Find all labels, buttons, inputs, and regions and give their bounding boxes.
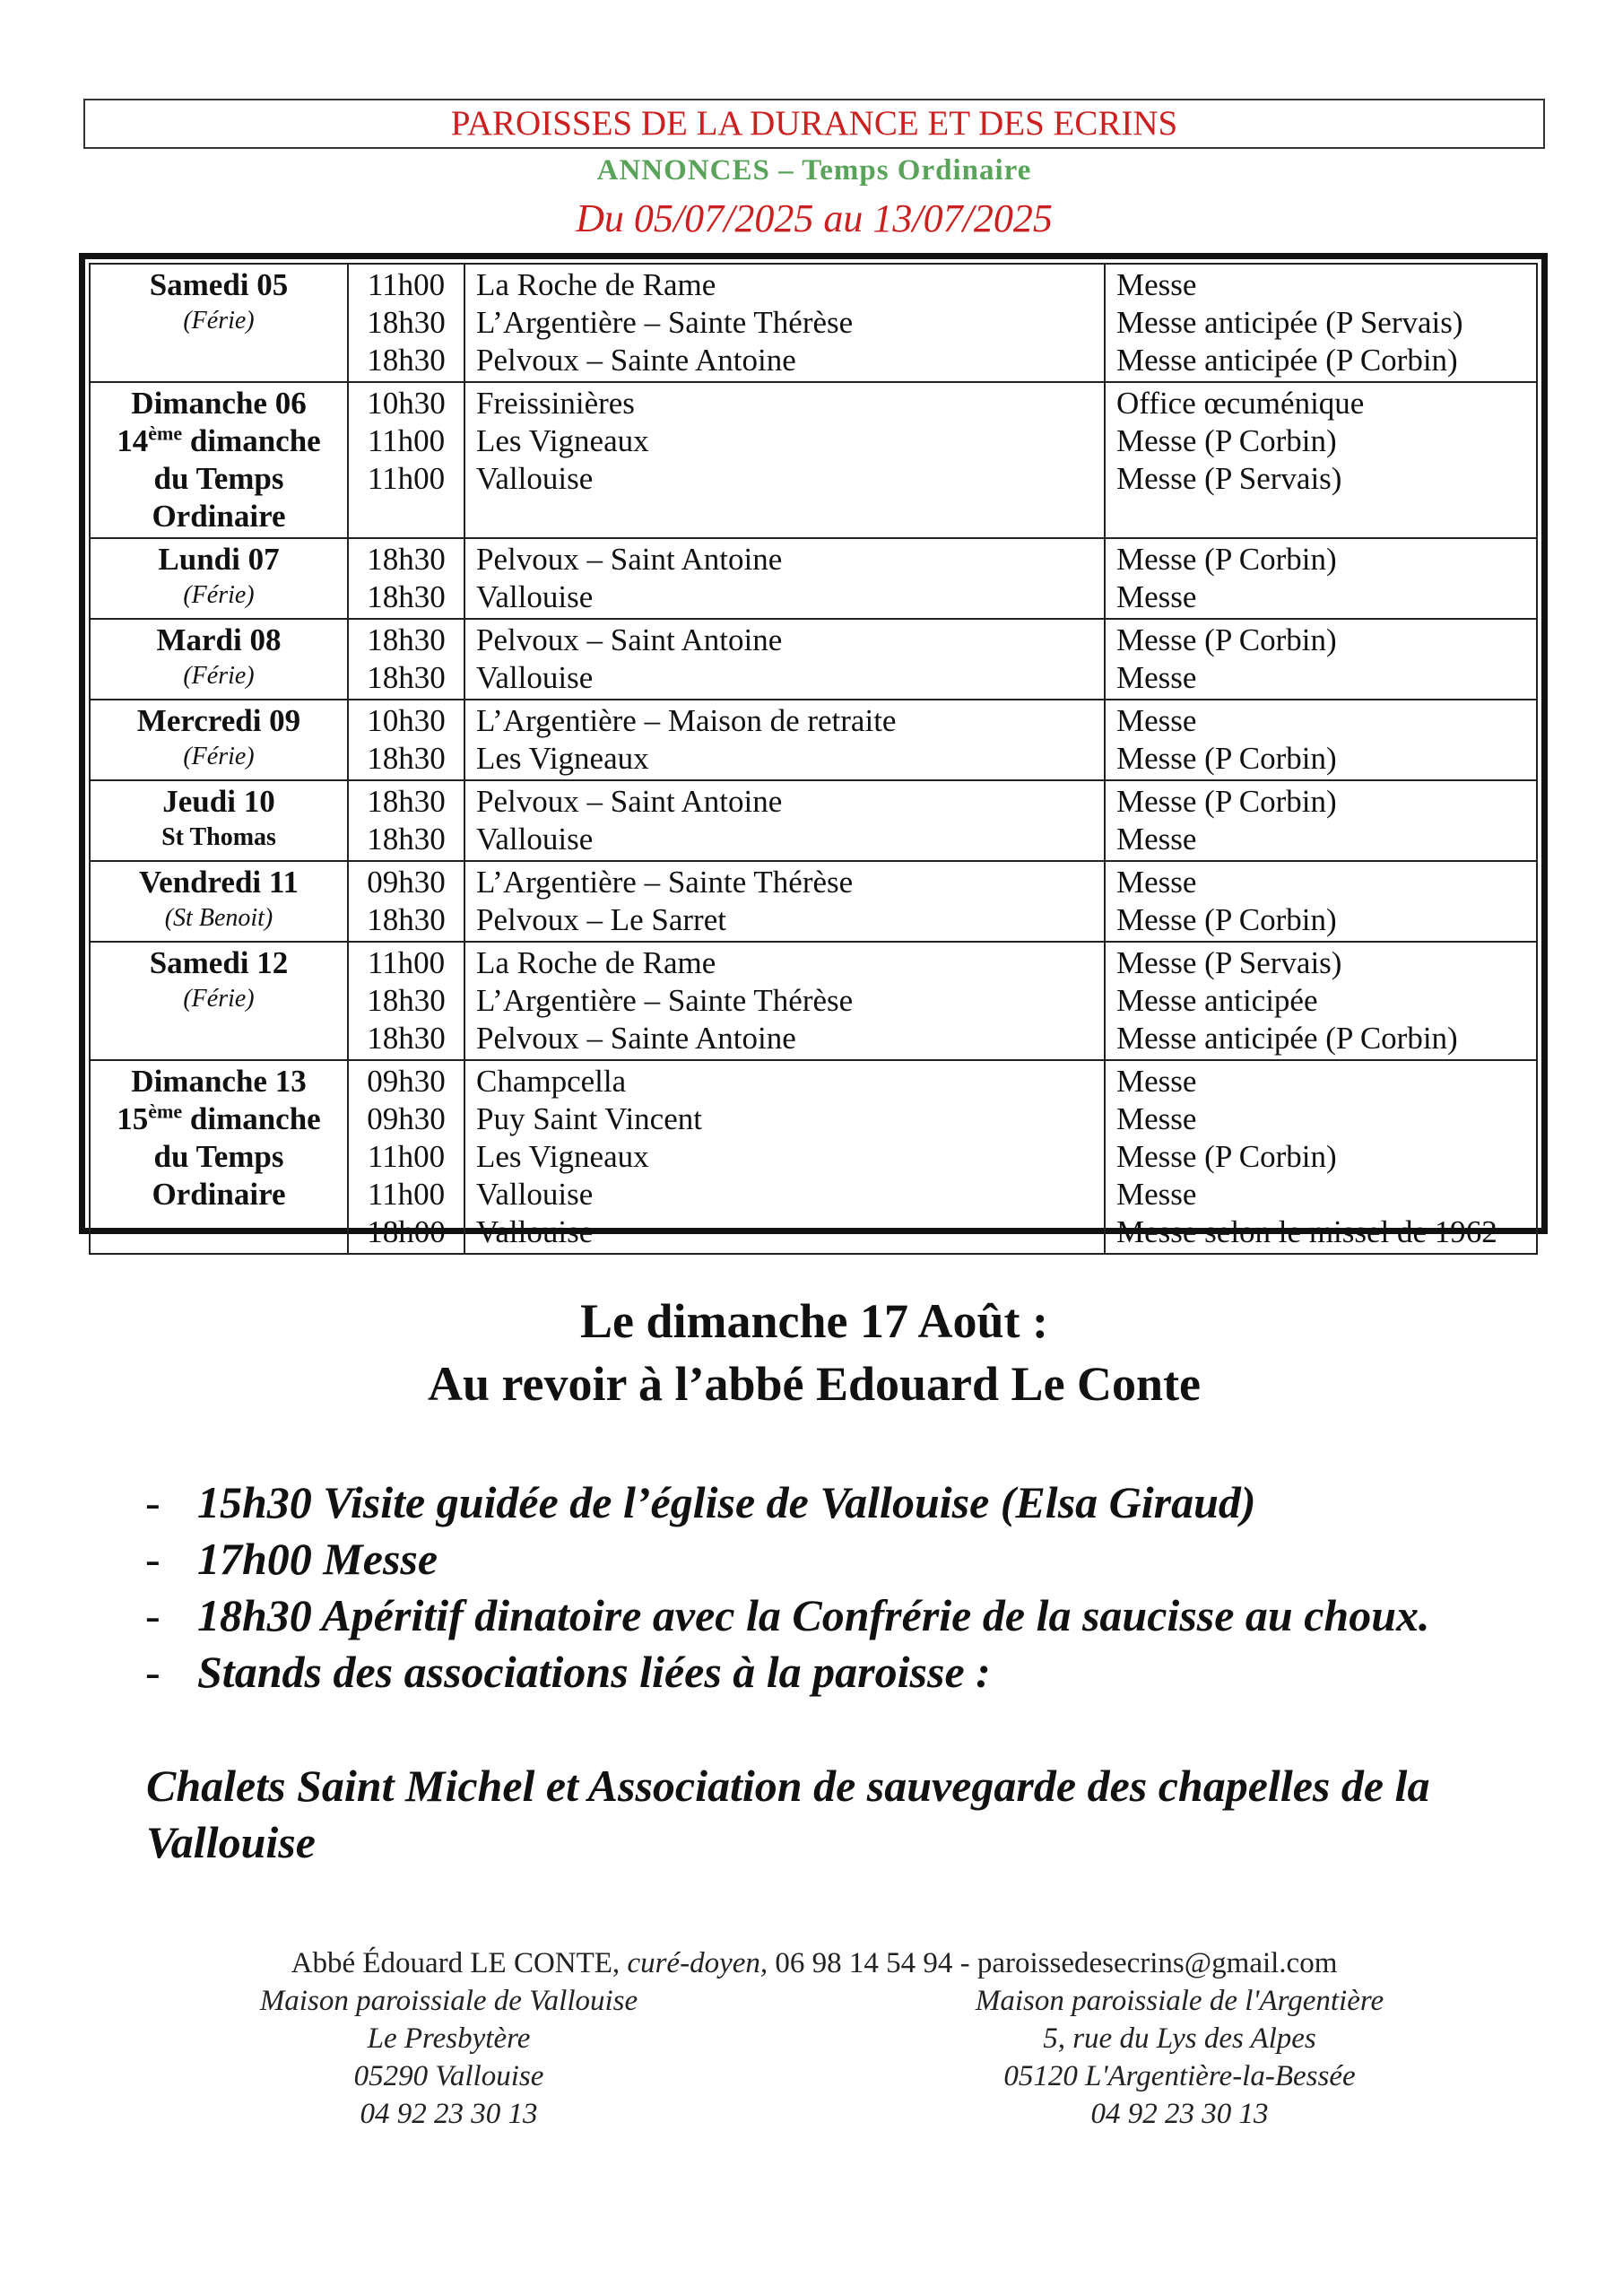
entry-place: Pelvoux – Sainte Antoine xyxy=(476,1021,796,1056)
entry-service: Messe (P Corbin) xyxy=(1116,1139,1337,1174)
entry-service: Messe xyxy=(1116,865,1197,900)
day-cell xyxy=(90,264,348,382)
place-cell xyxy=(464,1060,1105,1254)
event-note: Chalets Saint Michel et Association de sauvegarde des chapelles de la Vallouise xyxy=(146,1761,1430,1867)
table-row xyxy=(90,942,1537,1060)
service-cell xyxy=(1105,1060,1537,1254)
list-dash: - xyxy=(145,1590,161,1640)
event-heading xyxy=(83,1290,1545,1415)
entry-time: 11h00 xyxy=(367,423,446,458)
entry-place: Les Vigneaux xyxy=(476,1139,649,1174)
entry-service: Messe (P Corbin) xyxy=(1116,784,1337,819)
day-cell xyxy=(90,861,348,942)
entry-place: Pelvoux – Sainte Antoine xyxy=(476,343,796,378)
entry-service: Messe (P Corbin) xyxy=(1116,423,1337,458)
entry-service: Messe xyxy=(1116,822,1197,857)
entry-time: 18h30 xyxy=(367,784,446,819)
entry-time: 18h30 xyxy=(367,579,446,614)
entry-place: Vallouise xyxy=(476,1214,594,1249)
entry-place: L’Argentière – Sainte Thérèse xyxy=(476,305,854,340)
entry-place: Vallouise xyxy=(476,660,594,695)
service-cell xyxy=(1105,538,1537,619)
feast-word: dimanche xyxy=(182,423,321,458)
entry-place: Pelvoux – Saint Antoine xyxy=(476,784,783,819)
table-row xyxy=(90,1060,1537,1254)
day-name: Jeudi 10 xyxy=(162,784,275,819)
entry-time: 18h30 xyxy=(367,622,446,657)
day-subtitle: (St Benoit) xyxy=(164,904,273,932)
entry-service: Office œcuménique xyxy=(1116,386,1365,421)
service-cell xyxy=(1105,619,1537,700)
entry-service: Messe xyxy=(1116,1177,1197,1212)
place-cell xyxy=(464,942,1105,1060)
footer-name: Abbé Édouard LE CONTE, xyxy=(291,1947,621,1979)
day-name: Lundi 07 xyxy=(158,542,280,577)
time-cell xyxy=(348,942,464,1060)
entry-service: Messe xyxy=(1116,703,1197,738)
place-cell xyxy=(464,264,1105,382)
event-heading-line1: Le dimanche 17 Août : xyxy=(579,1294,1049,1348)
address-line: 5, rue du Lys des Alpes xyxy=(1043,2022,1316,2055)
entry-time: 10h30 xyxy=(367,386,446,421)
address-line: 04 92 23 30 13 xyxy=(1090,2098,1269,2130)
entry-time: 11h00 xyxy=(367,267,446,302)
day-name: Vendredi 11 xyxy=(139,865,299,900)
entry-time: 09h30 xyxy=(367,1101,446,1136)
day-name: Dimanche 06 xyxy=(131,386,307,421)
entry-time: 18h30 xyxy=(367,660,446,695)
list-dash: - xyxy=(145,1534,161,1584)
list-dash: - xyxy=(145,1647,161,1697)
entry-place: L’Argentière – Sainte Thérèse xyxy=(476,865,854,900)
time-cell xyxy=(348,861,464,942)
entry-service: Messe anticipée xyxy=(1116,983,1318,1018)
entry-service: Messe (P Corbin) xyxy=(1116,622,1337,657)
entry-time: 18h30 xyxy=(367,542,446,577)
place-cell xyxy=(464,700,1105,780)
day-feast-line: Ordinaire xyxy=(152,499,286,534)
place-cell xyxy=(464,382,1105,538)
entry-place: Pelvoux – Saint Antoine xyxy=(476,542,783,577)
entry-service: Messe xyxy=(1116,267,1197,302)
entry-time: 09h30 xyxy=(367,865,446,900)
entry-time: 18h30 xyxy=(367,902,446,937)
day-cell xyxy=(90,382,348,538)
entry-service: Messe (P Corbin) xyxy=(1116,902,1337,937)
entry-place: Pelvoux – Le Sarret xyxy=(476,902,726,937)
time-cell xyxy=(348,700,464,780)
place-cell xyxy=(464,619,1105,700)
footer-address-vallouise xyxy=(83,1982,814,2133)
table-row xyxy=(90,780,1537,861)
entry-service: Messe xyxy=(1116,660,1197,695)
footer-contact-line xyxy=(83,1944,1545,1982)
day-feast-line: du Temps xyxy=(153,461,284,496)
entry-time: 18h30 xyxy=(367,1021,446,1056)
place-cell xyxy=(464,538,1105,619)
day-subtitle: (Férie) xyxy=(183,581,255,609)
entry-service: Messe anticipée (P Corbin) xyxy=(1116,343,1458,378)
day-cell xyxy=(90,619,348,700)
event-item-text: 17h00 Messe xyxy=(197,1534,438,1584)
table-row xyxy=(90,382,1537,538)
page-title: PAROISSES DE LA DURANCE ET DES ECRINS xyxy=(83,99,1545,149)
time-cell xyxy=(348,382,464,538)
address-line: 04 92 23 30 13 xyxy=(360,2098,538,2130)
address-line: Maison paroissiale de l'Argentière xyxy=(975,1985,1384,2017)
entry-service: Messe xyxy=(1116,1101,1197,1136)
entry-service: Messe selon le missel de 1962 xyxy=(1116,1214,1497,1249)
time-cell xyxy=(348,264,464,382)
entry-place: L’Argentière – Maison de retraite xyxy=(476,703,897,738)
list-item xyxy=(143,1644,1542,1700)
day-subtitle: (Férie) xyxy=(183,307,255,335)
entry-place: La Roche de Rame xyxy=(476,267,716,302)
schedule-table-frame xyxy=(79,253,1548,1249)
entry-time: 11h00 xyxy=(367,1177,446,1212)
list-item xyxy=(143,1531,1542,1587)
day-feast-line: du Temps xyxy=(153,1139,284,1174)
entry-time: 18h00 xyxy=(367,1214,446,1249)
feast-number: 15 xyxy=(117,1101,149,1136)
event-item-text: 18h30 Apéritif dinatoire avec la Confrérie de la saucisse au choux. xyxy=(197,1590,1430,1640)
address-line: 05120 L'Argentière-la-Bessée xyxy=(1003,2060,1356,2092)
entry-service: Messe anticipée (P Servais) xyxy=(1116,305,1463,340)
event-heading-line2: Au revoir à l’abbé Edouard Le Conte xyxy=(427,1357,1202,1411)
table-row xyxy=(90,619,1537,700)
time-cell xyxy=(348,1060,464,1254)
entry-place: Freissinières xyxy=(476,386,635,421)
entry-place: Vallouise xyxy=(476,461,594,496)
feast-word: dimanche xyxy=(182,1101,321,1136)
time-cell xyxy=(348,619,464,700)
address-line: Le Presbytère xyxy=(367,2022,531,2055)
feast-suffix: ème xyxy=(148,1100,183,1123)
service-cell xyxy=(1105,382,1537,538)
entry-time: 18h30 xyxy=(367,343,446,378)
address-line: Maison paroissiale de Vallouise xyxy=(259,1985,638,2017)
list-dash: - xyxy=(145,1477,161,1527)
address-line: 05290 Vallouise xyxy=(353,2060,544,2092)
entry-place: Pelvoux – Saint Antoine xyxy=(476,622,783,657)
service-cell xyxy=(1105,780,1537,861)
footer-role: curé-doyen, xyxy=(627,1947,768,1979)
entry-time: 09h30 xyxy=(367,1064,446,1099)
day-cell xyxy=(90,942,348,1060)
entry-service: Messe (P Corbin) xyxy=(1116,542,1337,577)
day-feast-line: Ordinaire xyxy=(152,1177,286,1212)
day-subtitle: (Férie) xyxy=(183,743,255,770)
entry-service: Messe xyxy=(1116,579,1197,614)
page-subtitle: ANNONCES – Temps Ordinaire xyxy=(596,154,1032,187)
day-name: Samedi 05 xyxy=(149,267,289,302)
day-cell xyxy=(90,1060,348,1254)
entry-place: Les Vigneaux xyxy=(476,741,649,776)
day-subtitle: (Férie) xyxy=(183,985,255,1013)
day-cell xyxy=(90,700,348,780)
entry-place: Vallouise xyxy=(476,579,594,614)
feast-number: 14 xyxy=(117,423,149,458)
entry-place: La Roche de Rame xyxy=(476,945,716,980)
day-subtitle: St Thomas xyxy=(161,823,276,851)
list-item xyxy=(143,1474,1542,1531)
entry-time: 10h30 xyxy=(367,703,446,738)
entry-time: 18h30 xyxy=(367,822,446,857)
entry-time: 11h00 xyxy=(367,461,446,496)
feast-suffix: ème xyxy=(148,422,183,445)
day-name: Mardi 08 xyxy=(156,622,282,657)
place-cell xyxy=(464,861,1105,942)
entry-service: Messe (P Servais) xyxy=(1116,945,1342,980)
entry-time: 18h30 xyxy=(367,305,446,340)
service-cell xyxy=(1105,264,1537,382)
service-cell xyxy=(1105,700,1537,780)
entry-place: Champcella xyxy=(476,1064,627,1099)
event-item-text: Stands des associations liées à la paroisse : xyxy=(197,1647,991,1697)
date-range: Du 05/07/2025 au 13/07/2025 xyxy=(576,196,1053,240)
service-cell xyxy=(1105,861,1537,942)
day-cell xyxy=(90,538,348,619)
table-row xyxy=(90,264,1537,382)
entry-time: 18h30 xyxy=(367,983,446,1018)
footer-phone-email: 06 98 14 54 94 - paroissedesecrins@gmail.com xyxy=(775,1947,1338,1979)
table-row xyxy=(90,700,1537,780)
entry-time: 18h30 xyxy=(367,741,446,776)
entry-place: Puy Saint Vincent xyxy=(476,1101,702,1136)
entry-place: Vallouise xyxy=(476,1177,594,1212)
place-cell xyxy=(464,780,1105,861)
entry-place: Les Vigneaux xyxy=(476,423,649,458)
time-cell xyxy=(348,780,464,861)
table-row xyxy=(90,538,1537,619)
entry-service: Messe (P Corbin) xyxy=(1116,741,1337,776)
day-cell xyxy=(90,780,348,861)
time-cell xyxy=(348,538,464,619)
list-item xyxy=(143,1587,1542,1644)
entry-place: L’Argentière – Sainte Thérèse xyxy=(476,983,854,1018)
day-name: Mercredi 09 xyxy=(136,703,301,738)
footer xyxy=(83,1944,1545,2133)
day-feast-line xyxy=(101,1100,336,1138)
service-cell xyxy=(1105,942,1537,1060)
entry-service: Messe anticipée (P Corbin) xyxy=(1116,1021,1458,1056)
day-subtitle: (Férie) xyxy=(183,662,255,690)
entry-place: Vallouise xyxy=(476,822,594,857)
footer-address-argentiere xyxy=(814,1982,1545,2133)
event-item-text: 15h30 Visite guidée de l’église de Vallouise (Elsa Giraud) xyxy=(197,1477,1256,1527)
entry-service: Messe xyxy=(1116,1064,1197,1099)
event-programme-list xyxy=(143,1474,1542,1700)
table-row xyxy=(90,861,1537,942)
day-feast-line xyxy=(101,422,336,460)
entry-service: Messe (P Servais) xyxy=(1116,461,1342,496)
entry-time: 11h00 xyxy=(367,945,446,980)
day-name: Samedi 12 xyxy=(149,945,289,980)
schedule-table xyxy=(89,263,1538,1255)
day-name: Dimanche 13 xyxy=(131,1064,307,1099)
entry-time: 11h00 xyxy=(367,1139,446,1174)
